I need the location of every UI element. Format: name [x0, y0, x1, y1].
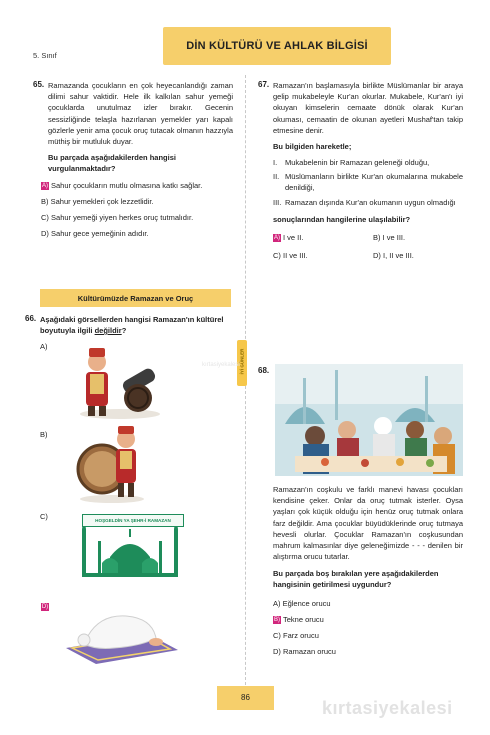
option-c[interactable] — [273, 250, 373, 261]
option-text: I ve III. — [382, 232, 406, 242]
page-title: DİN KÜLTÜRÜ VE AHLAK BİLGİSİ — [186, 40, 368, 52]
option-d[interactable] — [373, 250, 463, 261]
option-text: Sahur çocukların mutlu olmasına katkı sağlar. — [51, 181, 203, 191]
option-b[interactable]: B) — [40, 430, 48, 439]
statement-number: III. — [273, 197, 282, 207]
question-text: Ramazan'ın coşkulu ve farklı manevi havası çocukları kendisine çeker. Onlar da oruç tutmak isterler. Oysa yaşları çok küçük olduğu için henüz oruç tutmak onlara farz değildir. Ama çocuklar büyüdüklerinde oruç tutmaya hevesli olurlar. Çocuklar Ramazan'ın coşkusundan mahrum kalmasınlar diye geleneğimizde - - - denilen bir alıştırma orucu tutarlar. — [273, 485, 463, 562]
option-b[interactable] — [41, 196, 233, 207]
option-letter: A) — [273, 599, 281, 609]
answer-mark: B) — [274, 617, 280, 624]
option-a[interactable]: A) — [40, 342, 48, 351]
question-67 — [258, 80, 463, 261]
statement-item — [273, 157, 463, 168]
question-text: Ramazanda çocukların en çok heyecanlandığı zaman dilimi sahur vaktidir. Hele ilk kalkılan sahur yemeği çocuklarda unutulmaz izler bırakır. Gecenin sessizliğinde telaşla hazırlanan yemekler yarı kapalı gözlerle yenir ama çocuk oruç tutacak olmanın hazzıyla müthiş bir mutluluk duyar. — [48, 81, 233, 147]
option-a[interactable] — [41, 180, 233, 191]
question-prompt: sonuçlarından hangilerine ulaşılabilir? — [273, 214, 411, 224]
option-text: Ramazan orucu — [283, 647, 336, 657]
options — [273, 232, 463, 261]
option-b[interactable] — [373, 232, 463, 243]
statement-item — [273, 171, 463, 193]
watermark-small: kırtasiyekalesi — [202, 362, 240, 368]
option-letter: D) — [373, 250, 381, 260]
option-text: Sahur gece yemeğinin adıdır. — [51, 229, 149, 239]
question-66 — [25, 314, 235, 336]
option-a[interactable] — [273, 598, 463, 609]
option-a[interactable] — [273, 232, 373, 243]
option-text: II ve III. — [283, 250, 308, 260]
option-letter: C) — [273, 250, 281, 260]
question-prompt: Bu parçada boş bırakılan yere aşağıdakilerden hangisinin getirilmesi uygundur? — [273, 569, 439, 590]
question-68 — [273, 484, 463, 657]
prayer-rug-image — [56, 594, 186, 666]
option-text: Tekne orucu — [283, 615, 324, 625]
question-number: 67. — [258, 80, 270, 89]
statement-item — [273, 197, 463, 208]
question-number: 65. — [33, 80, 45, 89]
question-lead: Bu bilgiden hareketle; — [273, 142, 352, 152]
grade-label: 5. Sınıf — [33, 51, 57, 60]
option-c[interactable]: C) — [40, 512, 48, 521]
option-letter: C) — [273, 631, 281, 641]
statement-text: Ramazan dışında Kur'an okumanın uygun olmadığı — [285, 197, 456, 207]
question-number: 66. — [25, 314, 37, 323]
welcome-banner: HOŞGELDİN YA ŞEHR-İ RAMAZAN — [82, 514, 184, 527]
question-prompt: Bu parçada aşağıdakilerden hangisi vurgulanmaktadır? — [48, 153, 176, 174]
question-prompt: Aşağıdaki görsellerden hangisi Ramazan'ın kültürel boyutuyla ilgili değildir? — [40, 315, 224, 335]
option-letter: C) — [41, 213, 49, 223]
ramadan-cannon-image — [72, 340, 164, 420]
statement-number: I. — [273, 158, 278, 168]
option-d[interactable] — [41, 598, 51, 616]
answer-mark: D) — [41, 603, 49, 610]
question-number: 68. — [258, 366, 270, 375]
iftar-table-illustration — [275, 364, 463, 476]
question-text: Ramazan'ın başlamasıyla birlikte Müslümanlar bir araya gelip mukabeleyle Kur'an okurlar. Mukabele, Kur'an'ı iyi okuyan kimselerin cemaate dönük olarak Kur'an okuması, cemaatin de okunan ayetleri Mushaf'tan takip etmesine denir. — [273, 81, 463, 135]
statement-text: Mukabelenin bir Ramazan geleneği olduğu, — [285, 158, 430, 168]
option-d[interactable] — [41, 228, 233, 239]
section-title: Kültürümüzde Ramazan ve Oruç — [77, 294, 194, 303]
option-text: Sahur yemekleri çok lezzetlidir. — [50, 197, 154, 207]
question-65 — [33, 80, 233, 239]
option-c[interactable] — [41, 212, 233, 223]
emphasis-word: değildir — [94, 326, 122, 335]
statement-number: II. — [273, 172, 280, 182]
options — [273, 598, 463, 657]
option-text: I ve II. — [283, 232, 304, 242]
option-text: Sahur yemeği yiyen herkes oruç tutmalıdır. — [51, 213, 194, 223]
option-letter: B) — [373, 232, 381, 242]
option-b[interactable] — [273, 614, 463, 625]
statement-list — [273, 157, 463, 208]
option-letter: D) — [273, 647, 281, 657]
ramadan-drummer-image — [72, 425, 152, 503]
option-d[interactable] — [273, 646, 463, 657]
page-number: 86 — [241, 693, 250, 702]
option-letter: D) — [41, 229, 49, 239]
statement-text: Müslümanların birlikte Kur'an okumalarına mukabele denildiği, — [285, 172, 463, 193]
option-text: Farz orucu — [283, 631, 319, 641]
option-text: Eğlence orucu — [282, 599, 331, 609]
option-text: I, II ve III. — [383, 250, 414, 260]
side-tab-label: İYİ GÜNLER — [239, 348, 245, 375]
option-letter: B) — [41, 197, 49, 207]
answer-mark: A) — [274, 234, 280, 241]
watermark: kırtasiyekalesi — [322, 698, 453, 718]
answer-mark: A) — [42, 183, 48, 190]
options — [41, 180, 233, 239]
option-c[interactable] — [273, 630, 463, 641]
